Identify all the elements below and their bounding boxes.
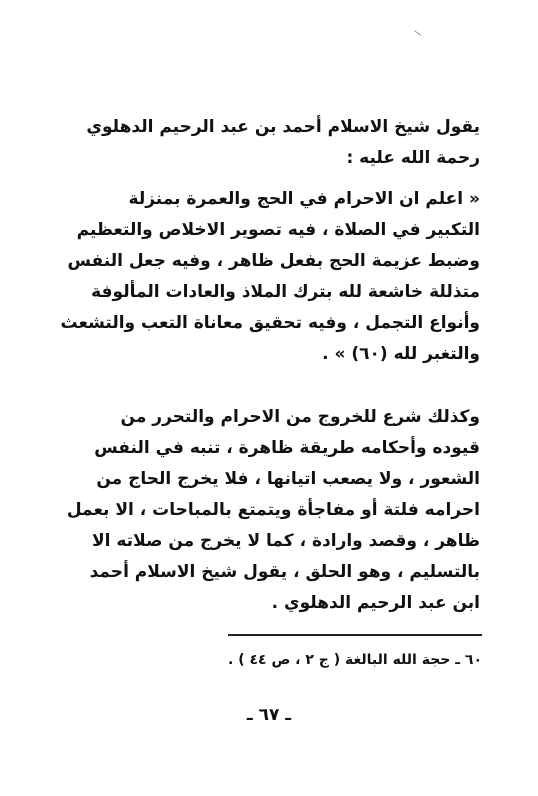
text-line: التكبير في الصلاة ، فيه تصوير الاخلاص والتعظيم [76,220,480,240]
intro-paragraph [58,112,480,174]
text-line: وكذلك شرع للخروج من الاحرام والتحرر من [120,407,480,427]
text-line: بالتسليم ، وهو الحلق ، يقول شيخ الاسلام أحمد [89,562,480,582]
text-line: يقول شيخ الاسلام أحمد بن عبد الرحيم الدهلوي [86,117,480,137]
text-line: قيوده وأحكامه طريقة ظاهرة ، تنبه في النفس [94,438,480,458]
text-line: وأنواع التجمل ، وفيه تحقيق معاناة التعب والتشعث [60,313,480,333]
text-line: احرامه فلتة أو مفاجأة ويتمتع بالمباحات ، الا بعمل [66,500,480,520]
page-number: ـ ٦٧ ـ [246,705,292,725]
footnote: ٦٠ ـ حجة الله البالغة ( ج ٢ ، ص ٤٤ ) . [228,652,482,668]
text-line: « اعلم ان الاحرام في الحج والعمرة بمنزلة [128,189,480,209]
text-line: ظاهر ، وقصد وارادة ، كما لا يخرج من صلاته الا [91,531,480,551]
body-paragraph [58,402,480,619]
footnote-divider [228,634,482,636]
text-line: ابن عبد الرحيم الدهلوي . [271,593,480,613]
scan-mark [411,30,422,40]
text-line: متذللة خاشعة لله بترك الملاذ والعادات المألوفة [91,282,480,302]
text-line: والتغبر لله (٦٠) » . [322,344,480,364]
text-line: وضبط عزيمة الحج بفعل ظاهر ، وفيه جعل النفس [67,251,480,271]
quote-paragraph [58,184,480,370]
text-line: الشعور ، ولا يصعب اتيانها ، فلا يخرج الحاج من [96,469,480,489]
text-line: رحمة الله عليه : [346,148,480,168]
